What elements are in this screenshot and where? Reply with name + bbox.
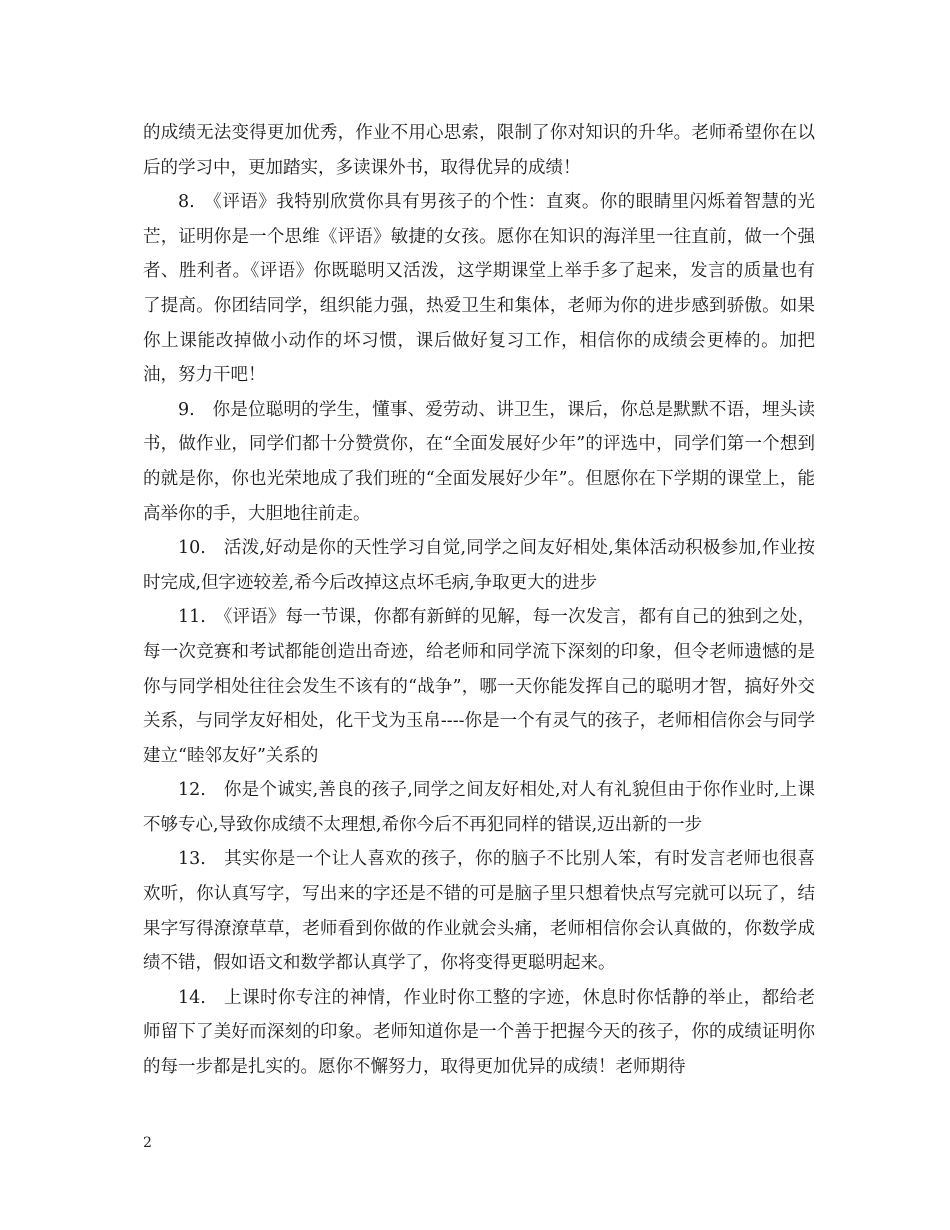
paragraph-continuation: 的成绩无法变得更加优秀，作业不用心思索，限制了你对知识的升华。老师希望你在以后的学习中，更加踏实，多读课外书，取得优异的成绩！	[143, 123, 815, 178]
document-page	[143, 116, 815, 1085]
paragraph-item-8: 8. 《评语》我特别欣赏你具有男孩子的个性：直爽。你的眼睛里闪烁着智慧的光芒，证明你是一个思维《评语》敏捷的女孩。愿你在知识的海洋里一往直前，做一个强者、胜利者。《评语》你既聪明又活泼，这学期课堂上举手多了起来，发言的质量也有了提高。你团结同学，组织能力强，热爱卫生和集体，老师为你的进步感到骄傲。如果你上课能改掉做小动作的坏习惯，课后做好复习工作，相信你的成绩会更棒的。加把油，努力干吧！	[143, 192, 815, 386]
paragraph-item-10: 10. 活泼,好动是你的天性学习自觉,同学之间友好相处,集体活动积极参加,作业按时完成,但字迹较差,希今后改掉这点坏毛病,争取更大的进步	[143, 538, 815, 593]
paragraph-item-12: 12. 你是个诚实,善良的孩子,同学之间友好相处,对人有礼貌但由于你作业时,上课不够专心,导致你成绩不太理想,希你今后不再犯同样的错误,迈出新的一步	[143, 780, 815, 835]
paragraph-item-11: 11. 《评语》每一节课，你都有新鲜的见解，每一次发言，都有自己的独到之处，每一次竞赛和考试都能创造出奇迹，给老师和同学流下深刻的印象，但令老师遗憾的是你与同学相处往往会发生不该有的“战争”，哪一天你能发挥自己的聪明才智，搞好外交关系，与同学友好相处，化干戈为玉帛----你是一个有灵气的孩子，老师相信你会与同学建立“睦邻友好”关系的	[143, 607, 815, 766]
paragraph-item-14: 14. 上课时你专注的神情，作业时你工整的字迹，休息时你恬静的举止，都给老师留下了美好而深刻的印象。老师知道你是一个善于把握今天的孩子，你的成绩证明你的每一步都是扎实的。愿你不懈努力，取得更加优异的成绩！老师期待	[143, 987, 815, 1078]
paragraph-item-9: 9. 你是位聪明的学生，懂事、爱劳动、讲卫生，课后，你总是默默不语，埋头读书，做作业，同学们都十分赞赏你，在“全面发展好少年”的评选中，同学们第一个想到的就是你，你也光荣地成了我们班的“全面发展好少年”。但愿你在下学期的课堂上，能高举你的手，大胆地往前走。	[143, 399, 815, 524]
page-number: 2	[143, 1135, 152, 1151]
paragraph-item-13: 13. 其实你是一个让人喜欢的孩子，你的脑子不比别人笨，有时发言老师也很喜欢听，你认真写字，写出来的字还是不错的可是脑子里只想着快点写完就可以玩了，结果字写得潦潦草草，老师看到你做的作业就会头痛，老师相信你会认真做的，你数学成绩不错，假如语文和数学都认真学了，你将变得更聪明起来。	[143, 849, 815, 974]
